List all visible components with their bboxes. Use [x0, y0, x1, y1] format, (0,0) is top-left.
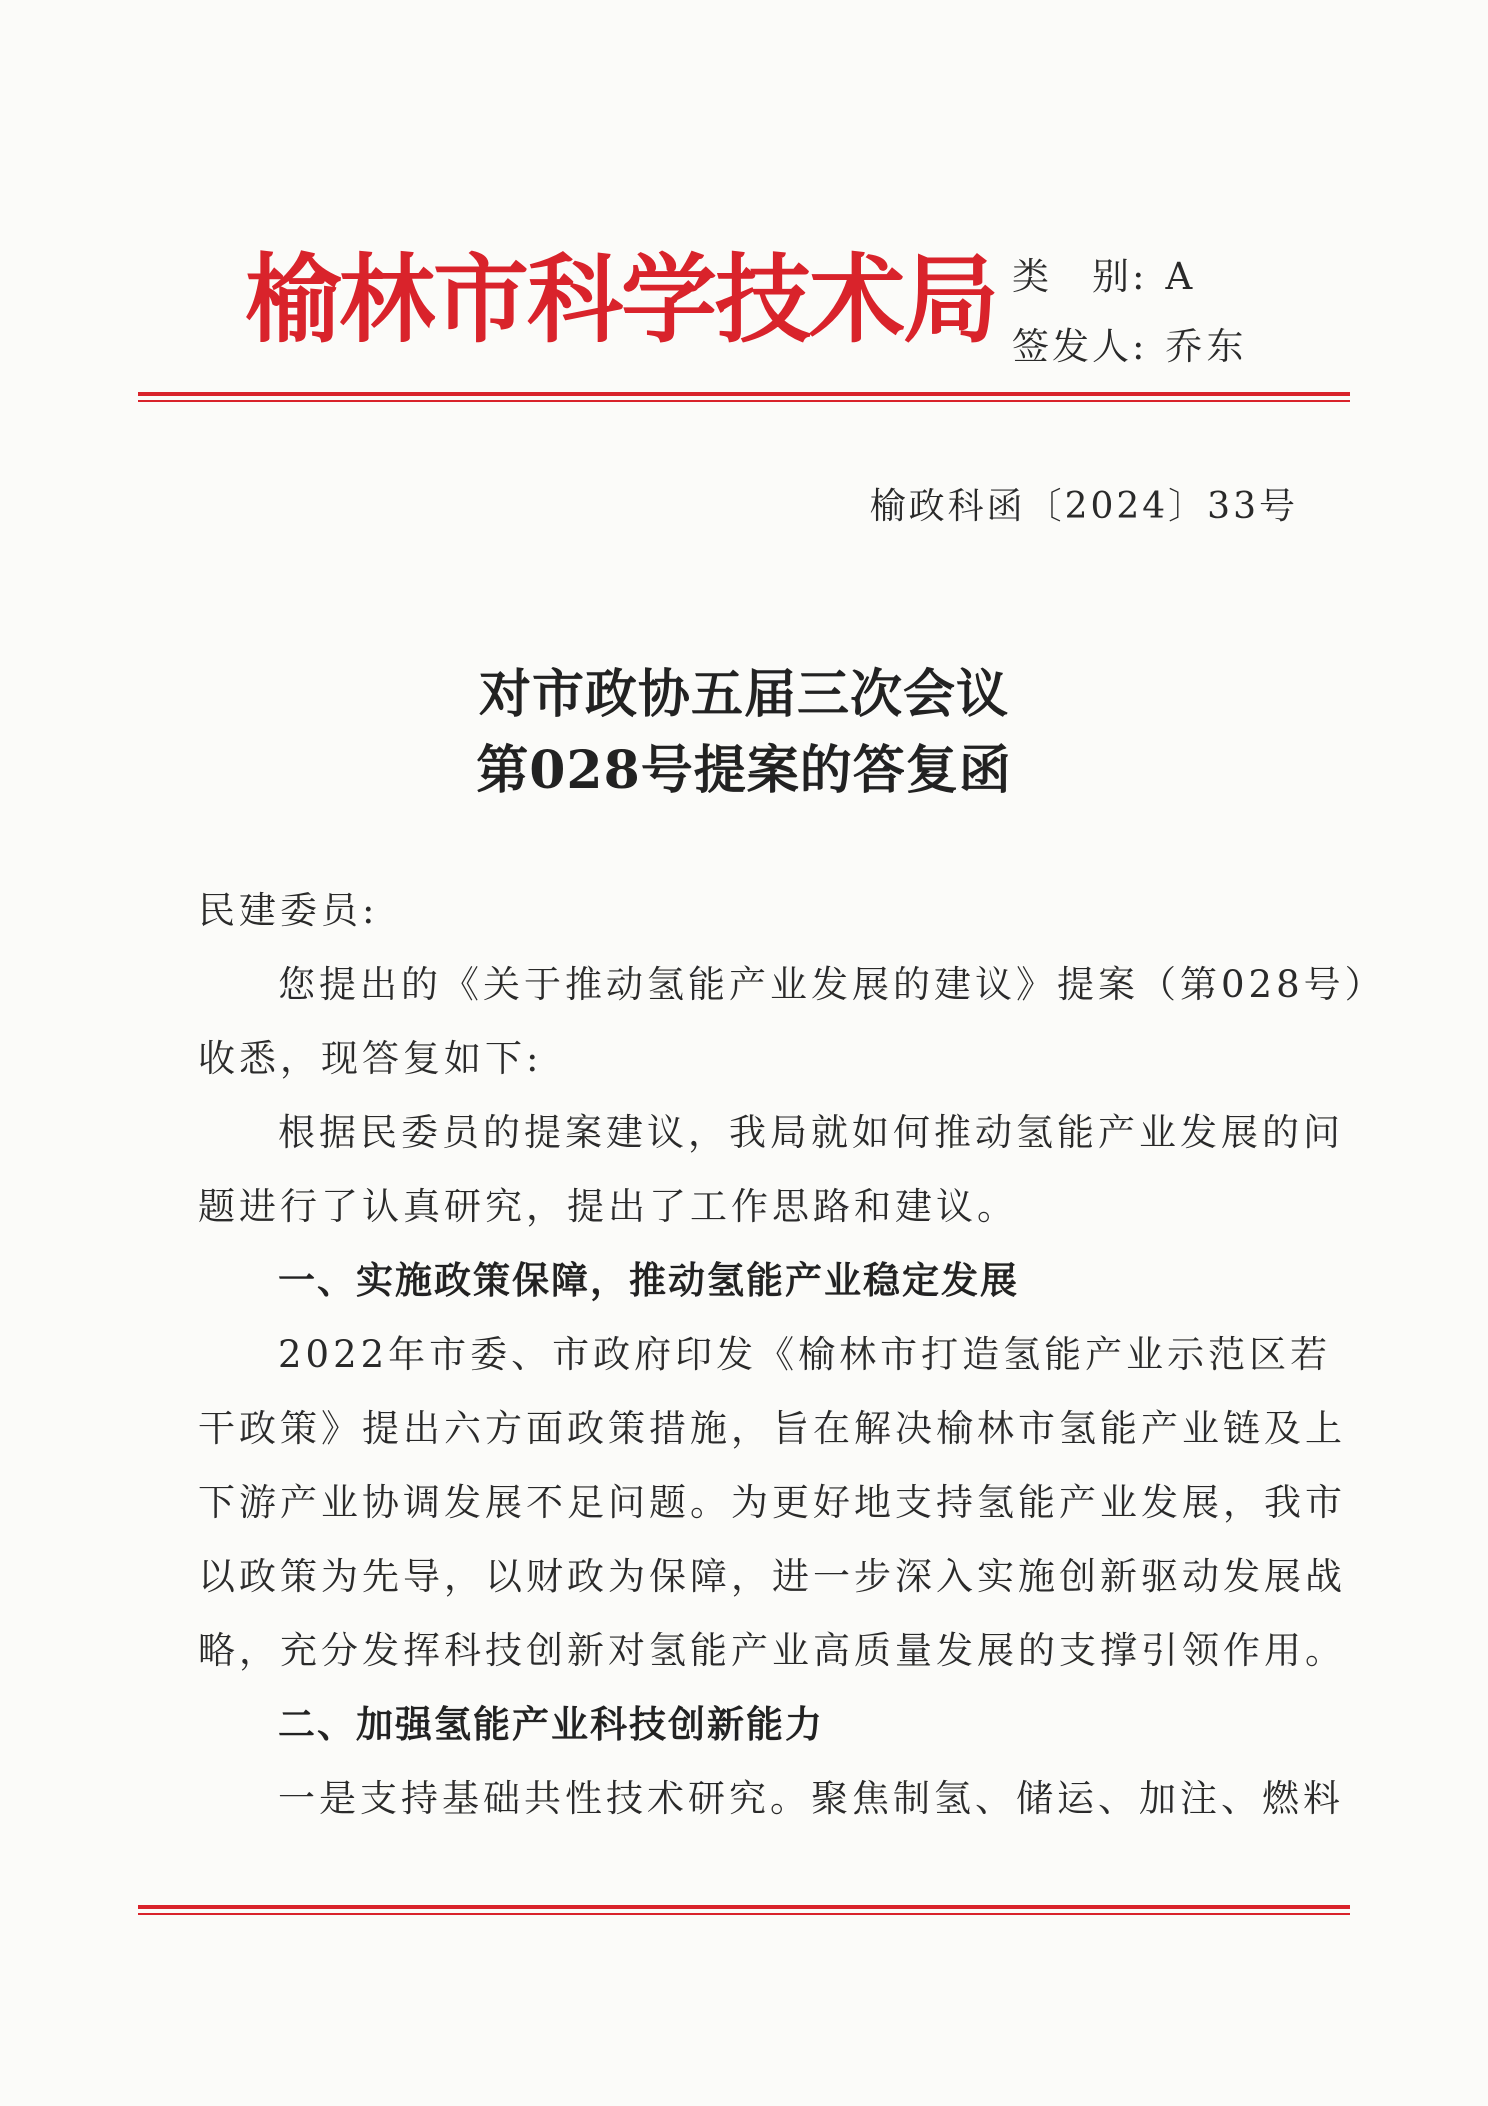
issuer-label: 签发人:: [1012, 325, 1148, 368]
issuer-value: 乔东: [1165, 325, 1248, 368]
paragraph-1-line-1: 您提出的《关于推动氢能产业发展的建议》提案（第028号）: [278, 963, 1386, 1006]
category-label: 类 别:: [1012, 255, 1148, 298]
document-title-line-2: 第028号提案的答复函: [476, 740, 1012, 801]
issuer-row: [1012, 325, 1248, 368]
paragraph-3-line-2: 干政策》提出六方面政策措施，旨在解决榆林市氢能产业链及上: [198, 1407, 1346, 1450]
letterhead-meta: [1012, 255, 1248, 368]
document-title-line-1: 对市政协五届三次会议: [478, 664, 1009, 725]
document-number: 榆政科函〔2024〕33号: [869, 486, 1298, 527]
paragraph-2-line-1: 根据民委员的提案建议，我局就如何推动氢能产业发展的问: [278, 1111, 1344, 1154]
paragraph-3-line-1: 2022年市委、市政府印发《榆林市打造氢能产业示范区若: [278, 1333, 1332, 1376]
header-divider-thick: [138, 392, 1350, 396]
organization-name: 榆林市科学技术局: [245, 243, 997, 356]
category-row: [1012, 255, 1247, 298]
paragraph-3-line-5: 略，充分发挥科技创新对氢能产业高质量发展的支撑引领作用。: [198, 1629, 1346, 1672]
section-heading-2: 二、加强氢能产业科技创新能力: [278, 1703, 824, 1746]
paragraph-2-line-2: 题进行了认真研究，提出了工作思路和建议。: [198, 1185, 1018, 1228]
paragraph-3-line-4: 以政策为先导，以财政为保障，进一步深入实施创新驱动发展战: [198, 1555, 1346, 1598]
salutation: 民建委员:: [198, 889, 379, 932]
paragraph-3-line-3: 下游产业协调发展不足问题。为更好地支持氢能产业发展，我市: [198, 1481, 1346, 1524]
section-heading-1: 一、实施政策保障，推动氢能产业稳定发展: [278, 1259, 1019, 1302]
footer-divider-thick: [138, 1905, 1350, 1909]
paragraph-1-line-2: 收悉，现答复如下:: [198, 1037, 543, 1080]
category-value: A: [1165, 255, 1197, 298]
footer-divider-thin: [138, 1913, 1350, 1915]
paragraph-4-line-1: 一是支持基础共性技术研究。聚焦制氢、储运、加注、燃料: [278, 1777, 1344, 1820]
header-divider-thin: [138, 400, 1350, 402]
